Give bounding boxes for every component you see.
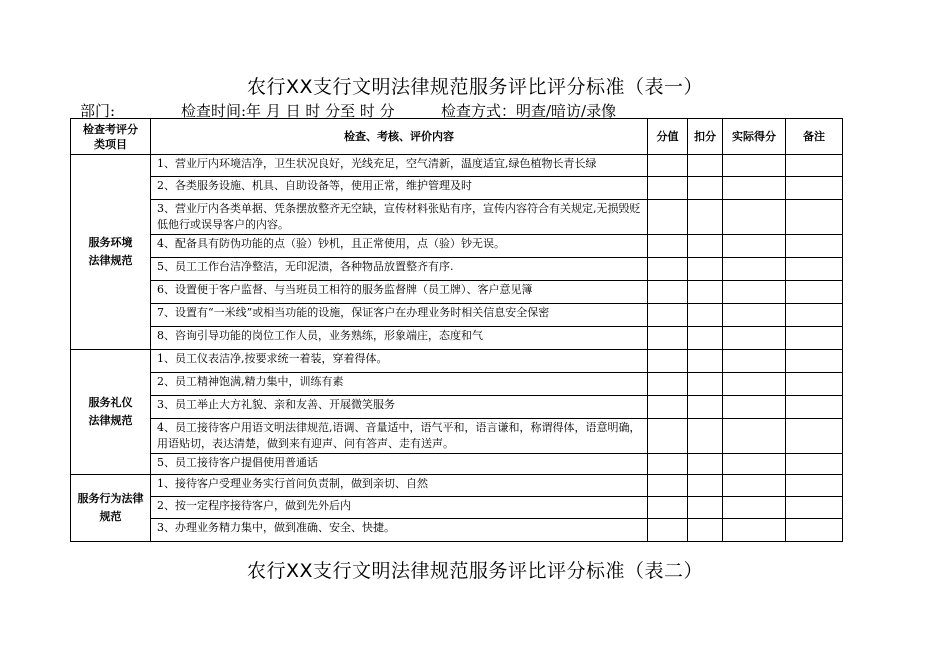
deduct-cell[interactable] [688,475,723,497]
criteria-cell: 8、咨询引导功能的岗位工作人员，业务熟练，形象端庄，态度和气 [151,327,648,350]
deduct-cell[interactable] [688,373,723,396]
table-row [71,419,843,454]
score-cell[interactable] [648,258,688,281]
remark-cell[interactable] [786,350,843,373]
table-row [71,519,843,542]
document-title-table-2: 农行XX支行文明法律规范服务评比评分标准（表二） [246,560,704,582]
actual-score-cell[interactable] [723,396,786,419]
score-cell[interactable] [648,497,688,519]
category-cell: 服务环境法律规范 [71,155,151,350]
criteria-cell: 3、办理业务精力集中，做到准确、安全、快捷。 [151,519,648,542]
deduct-cell[interactable] [688,304,723,327]
remark-cell[interactable] [786,304,843,327]
document-title-table-1: 农行XX支行文明法律规范服务评比评分标准（表一） [246,76,704,98]
table-row [71,373,843,396]
table-row [71,396,843,419]
score-cell[interactable] [648,396,688,419]
remark-cell[interactable] [786,281,843,304]
score-cell[interactable] [648,519,688,542]
table-row [71,258,843,281]
remark-cell[interactable] [786,327,843,350]
remark-cell[interactable] [786,258,843,281]
score-cell[interactable] [648,454,688,475]
scoring-table [70,118,843,542]
category-cell: 服务行为法律规范 [71,475,151,542]
table-row [71,281,843,304]
actual-score-cell[interactable] [723,200,786,235]
actual-score-cell[interactable] [723,155,786,177]
actual-score-cell[interactable] [723,475,786,497]
inspection-time-field: 检查时间:年 月 日 时 分至 时 分 [181,102,395,120]
criteria-cell: 4、配备具有防伪功能的点（验）钞机，且正常使用，点（验）钞无误。 [151,235,648,258]
actual-score-cell[interactable] [723,454,786,475]
table-row [71,497,843,519]
deduct-cell[interactable] [688,454,723,475]
criteria-cell: 1、员工仪表洁净,按要求统一着装，穿着得体。 [151,350,648,373]
header-actual-score: 实际得分 [723,119,786,155]
score-cell[interactable] [648,177,688,200]
actual-score-cell[interactable] [723,419,786,454]
table-row [71,475,843,497]
score-cell[interactable] [648,281,688,304]
remark-cell[interactable] [786,419,843,454]
inspection-method-field: 检查方式：明查/暗访/录像 [441,102,617,120]
deduct-cell[interactable] [688,200,723,235]
actual-score-cell[interactable] [723,350,786,373]
actual-score-cell[interactable] [723,327,786,350]
criteria-cell: 3、营业厅内各类单据、凭条摆放整齐无空缺，宣传材料张贴有序，宣传内容符合有关规定,无损毁贬低他行或误导客户的内容。 [151,200,648,235]
table-row [71,454,843,475]
header-deduct: 扣分 [688,119,723,155]
score-cell[interactable] [648,350,688,373]
criteria-cell: 5、员工接待客户提倡使用普通话 [151,454,648,475]
deduct-cell[interactable] [688,350,723,373]
actual-score-cell[interactable] [723,304,786,327]
score-cell[interactable] [648,304,688,327]
actual-score-cell[interactable] [723,373,786,396]
score-cell[interactable] [648,373,688,396]
criteria-cell: 2、员工精神饱满,精力集中，训练有素 [151,373,648,396]
remark-cell[interactable] [786,373,843,396]
table-row [71,304,843,327]
deduct-cell[interactable] [688,177,723,200]
deduct-cell[interactable] [688,419,723,454]
criteria-cell: 5、员工工作台洁净整洁，无印泥渍，各种物品放置整齐有序. [151,258,648,281]
criteria-cell: 1、接待客户受理业务实行首问负责制，做到亲切、自然 [151,475,648,497]
score-cell[interactable] [648,155,688,177]
deduct-cell[interactable] [688,497,723,519]
actual-score-cell[interactable] [723,519,786,542]
deduct-cell[interactable] [688,281,723,304]
actual-score-cell[interactable] [723,281,786,304]
remark-cell[interactable] [786,177,843,200]
department-field: 部门: [80,102,116,120]
remark-cell[interactable] [786,519,843,542]
deduct-cell[interactable] [688,235,723,258]
table-body [71,155,843,542]
table-row [71,177,843,200]
table-row [71,327,843,350]
score-cell[interactable] [648,235,688,258]
table-row [71,235,843,258]
deduct-cell[interactable] [688,519,723,542]
criteria-cell: 2、按一定程序接待客户，做到先外后内 [151,497,648,519]
header-remark: 备注 [786,119,843,155]
remark-cell[interactable] [786,454,843,475]
deduct-cell[interactable] [688,155,723,177]
score-cell[interactable] [648,327,688,350]
header-score: 分值 [648,119,688,155]
table-row [71,350,843,373]
remark-cell[interactable] [786,235,843,258]
criteria-cell: 4、员工接待客户用语文明法律规范,语调、音量适中，语气平和，语言谦和，称谓得体，语意明确，用语贴切，表达清楚，做到来有迎声、问有答声、走有送声。 [151,419,648,454]
remark-cell[interactable] [786,155,843,177]
score-cell[interactable] [648,200,688,235]
criteria-cell: 7、设置有“一米线”或相当功能的设施，保证客户在办理业务时相关信息安全保密 [151,304,648,327]
deduct-cell[interactable] [688,258,723,281]
actual-score-cell[interactable] [723,235,786,258]
table-row [71,200,843,235]
table-header-row [71,119,843,155]
criteria-cell: 3、员工举止大方礼貌、亲和友善、开展微笑服务 [151,396,648,419]
criteria-cell: 1、营业厅内环境洁净，卫生状况良好，光线充足，空气清新，温度适宜,绿色植物长青长绿 [151,155,648,177]
remark-cell[interactable] [786,200,843,235]
header-content: 检查、考核、评价内容 [151,119,648,155]
actual-score-cell[interactable] [723,258,786,281]
header-category: 检查考评分类项目 [71,119,151,155]
score-cell[interactable] [648,419,688,454]
actual-score-cell[interactable] [723,497,786,519]
remark-cell[interactable] [786,497,843,519]
criteria-cell: 2、各类服务设施、机具、自助设备等，使用正常，维护管理及时 [151,177,648,200]
criteria-cell: 6、设置便于客户监督、与当班员工相符的服务监督牌（员工牌）、客户意见簿 [151,281,648,304]
remark-cell[interactable] [786,396,843,419]
actual-score-cell[interactable] [723,177,786,200]
table-row [71,155,843,177]
category-cell: 服务礼仪法律规范 [71,350,151,475]
deduct-cell[interactable] [688,396,723,419]
remark-cell[interactable] [786,475,843,497]
score-cell[interactable] [648,475,688,497]
deduct-cell[interactable] [688,327,723,350]
